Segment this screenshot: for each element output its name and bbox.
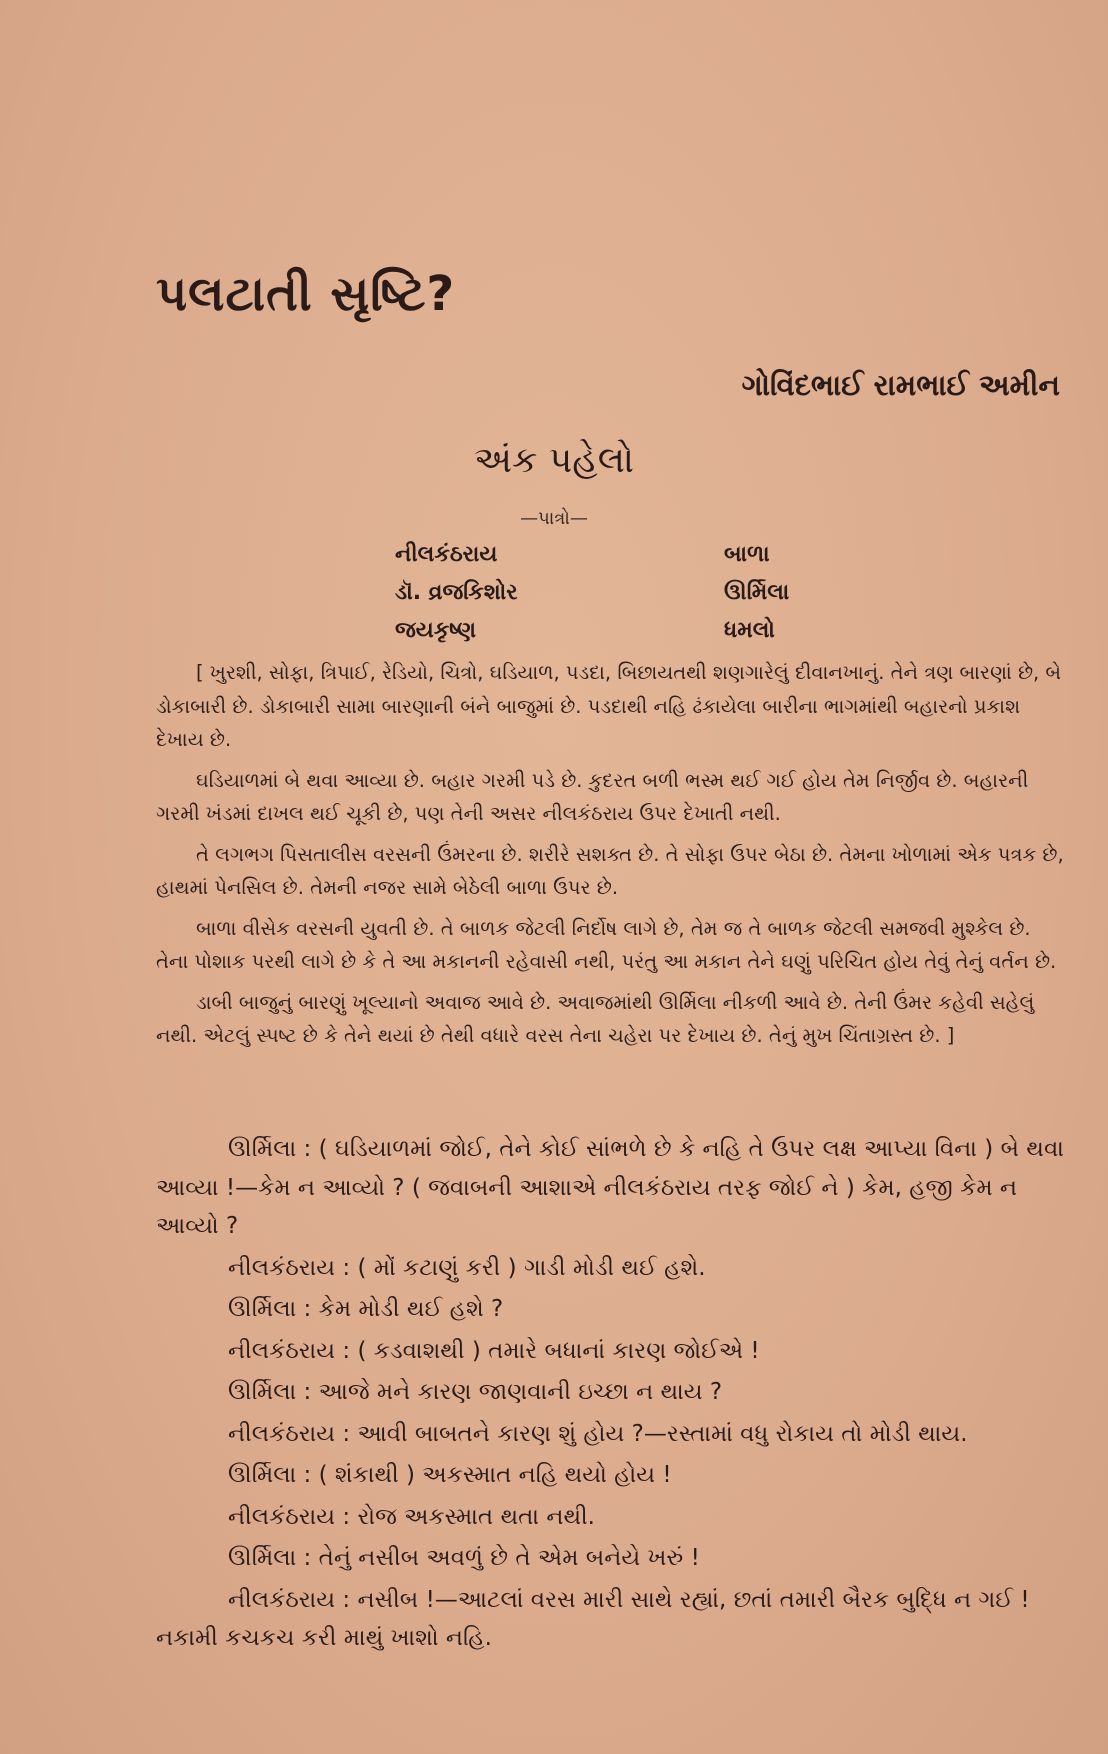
stage-paragraph: તે લગભગ પિસતાલીસ વરસની ઉંમરના છે. શરીરે સશક્ત છે. તે સોફા ઉપર બેઠા છે. તેમના ખોળામાં એક પત્રક છે, હાથમાં પેનસિલ છે. તેમની નજર સામે બેઠેલી બાળા ઉપર છે. — [156, 842, 1064, 899]
dialogue-line: નીલકંઠરાય : ( મોં કટાણું કરી ) ગાડી મોડી થઈ હશે. — [228, 1254, 706, 1281]
cast-name: જયકૃષ્ણ — [395, 618, 477, 643]
dialogue-line: નીલકંઠરાય : ( કડવાશથી ) તમારે બધાનાં કારણ જોઈએ ! — [228, 1337, 760, 1364]
cast-name: નીલકંઠરાય — [395, 542, 498, 567]
dialogue-line: નીલકંઠરાય : રોજ અકસ્માત થતા નથી. — [228, 1503, 595, 1530]
cast-name: ડૉ. વ્રજકિશોર — [395, 580, 518, 605]
dialogue-line: નીલકંઠરાય : નસીબ !—આટલાં વરસ મારી સાથે રહ્યાં, છતાં તમારી બૈરક બુદ્ધિ ન ગઈ ! નકામી કચકચ કરી માથું ખાશો નહિ. — [156, 1586, 1030, 1651]
stage-paragraph: બાળા વીસેક વરસની યુવતી છે. તે બાળક જેટલી નિર્દોષ લાગે છે, તેમ જ તે બાળક જેટલી સમજવી મુશ્કેલ છે. તેના પોશાક પરથી લાગે છે કે તે આ મકાનની રહેવાસી નથી, પરંતુ આ મકાન તેને ઘણું પરિચિત હોય તેવું તેનું વર્તન છે. — [156, 916, 1057, 973]
cast-name: બાળા — [724, 542, 770, 567]
cast-name: ધમલો — [724, 618, 775, 643]
cast-heading: —પાત્રો— — [520, 508, 588, 529]
dialogue-line: ઊર્મિલા : આજે મને કારણ જાણવાની ઇચ્છા ન થાય ? — [228, 1379, 723, 1405]
stage-paragraph: ડાબી બાજુનું બારણું ખૂલ્યાનો અવાજ આવે છે. અવાજમાંથી ઊર્મિલા નીકળી આવે છે. તેની ઉંમર કહેવી સહેલું નથી. એટલું સ્પષ્ટ છે કે તેને થયાં છે તેથી વધારે વરસ તેના ચહેરા પર દેખાય છે. તેનું મુખ ચિંતાગ્રસ્ત છે. ] — [156, 990, 1035, 1047]
dialogue — [156, 1130, 1068, 1661]
dialogue-line: ઊર્મિલા : તેનું નસીબ અવળું છે તે એમ બનેયે ખરું ! — [228, 1545, 700, 1571]
stage-paragraph: [ ખુરશી, સોફા, ત્રિપાઈ, રેડિયો, ચિત્રો, ઘડિયાળ, પડદા, બિછાયતથી શણગારેલું દીવાનખાનું. તેને ત્રણ બારણાં છે, બે ડોકાબારી છે. ડોકાબારી સામા બારણાની બંને બાજુમાં છે. પડદાથી નહિ ઢંકાયેલા બારીના ભાગમાંથી બહારનો પ્રકાશ દેખાય છે. — [156, 661, 1062, 751]
author-name: ગોવિંદભાઈ રામભાઈ અમીન — [741, 368, 1060, 402]
cast-name: ઊર્મિલા — [724, 580, 790, 605]
stage-paragraph: ઘડિયાળમાં બે થવા આવ્યા છે. બહાર ગરમી પડે છે. કુદરત બળી ભસ્મ થઈ ગઈ હોય તેમ નિર્જીવ છે. બહારની ગરમી ખંડમાં દાખલ થઈ ચૂકી છે, પણ તેની અસર નીલકંઠરાય ઉપર દેખાતી નથી. — [156, 768, 1029, 825]
dialogue-line: ઊર્મિલા : ( ઘડિયાળમાં જોઈ, તેને કોઈ સાંભળે છે કે નહિ તે ઉપર લક્ષ આપ્યા વિના ) બે થવા આવ્યા !—કેમ ન આવ્યો ? ( જવાબની આશાએ નીલકંઠરાય તરફ જોઈ ને ) કેમ, હજી કેમ ન આવ્યો ? — [156, 1136, 1064, 1239]
dialogue-line: નીલકંઠરાય : આવી બાબતને કારણ શું હોય ?—રસ્તામાં વધુ રોકાય તો મોડી થાય. — [228, 1420, 968, 1447]
dialogue-line: ઊર્મિલા : ( શંકાથી ) અકસ્માત નહિ થયો હોય ! — [228, 1462, 672, 1488]
act-heading: અંક પહેલો — [473, 440, 634, 481]
stage-directions — [156, 656, 1068, 1060]
dialogue-line: ઊર્મિલા : કેમ મોડી થઈ હશે ? — [228, 1296, 504, 1322]
cast-list-right — [724, 536, 789, 650]
cast-list-left — [395, 536, 518, 650]
play-title: પલટાતી સૃષ્ટિ? — [156, 266, 456, 322]
